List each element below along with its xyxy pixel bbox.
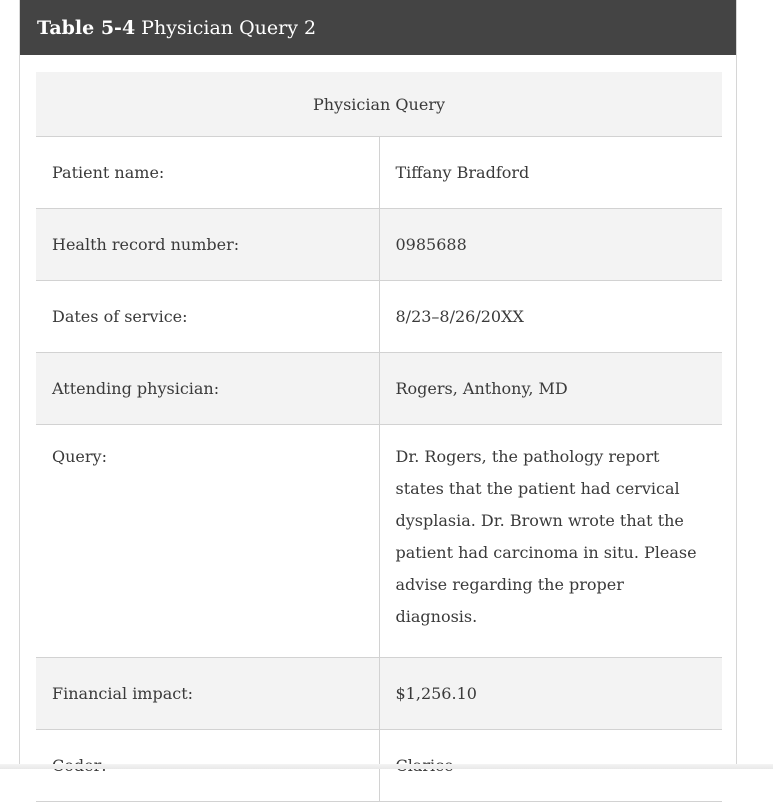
row-label: Attending physician: <box>36 353 379 425</box>
table-title: Physician Query 2 <box>141 16 317 39</box>
table-row <box>36 353 722 425</box>
row-value: Tiffany Bradford <box>379 137 722 209</box>
row-label: Dates of service: <box>36 281 379 353</box>
table-header: Physician Query <box>36 72 722 137</box>
table-header-row <box>36 72 722 137</box>
bottom-edge-shadow <box>0 764 773 769</box>
row-label: Financial impact: <box>36 658 379 730</box>
row-value: 8/23–8/26/20XX <box>379 281 722 353</box>
table-caption <box>20 0 736 55</box>
table-row <box>36 281 722 353</box>
row-value: $1,256.10 <box>379 658 722 730</box>
row-value: Rogers, Anthony, MD <box>379 353 722 425</box>
row-value: 0985688 <box>379 209 722 281</box>
physician-query-table <box>36 72 722 802</box>
table-frame <box>19 0 737 769</box>
table-row <box>36 658 722 730</box>
table-row <box>36 209 722 281</box>
row-value: Dr. Rogers, the pathology report states that the patient had cervical dysplasia. Dr. Brown wrote that the patient had carcinoma in situ. Please advise regarding the proper diagnosis. <box>379 425 722 658</box>
table-row <box>36 425 722 658</box>
row-label: Patient name: <box>36 137 379 209</box>
row-label: Query: <box>36 425 379 658</box>
table-number: Table 5-4 <box>37 16 136 39</box>
row-label: Health record number: <box>36 209 379 281</box>
table-row <box>36 137 722 209</box>
